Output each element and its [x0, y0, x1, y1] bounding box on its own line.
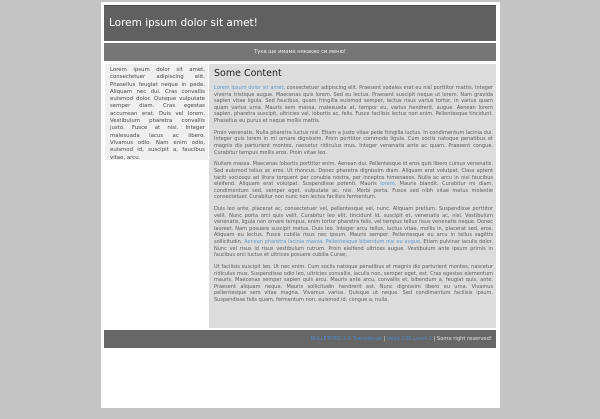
content-link-lorem[interactable]: lorem — [380, 181, 395, 188]
paragraph-text: . Etiam pulvinar iaculis dolor. Nunc vel risus id risus vestibulum rutrum. Proin eleifend ultrices augue. Vestibulum ante ipsum primis in faucibus orci luctus et ultrices posuere cubilia Curae; — [214, 239, 493, 259]
content-link-aenean[interactable]: Aenean pharetra lacinia massa. Pellentesque bibendum nisi eu augue — [244, 239, 421, 246]
navigation-menu — [104, 43, 496, 61]
footer-link-bulletpro[interactable]: BULLETPRO 1.0 Transitional — [310, 336, 383, 342]
content-title: Some Content — [214, 68, 282, 79]
menu-text: Тука ще имаме някакво си меню! — [254, 49, 346, 55]
content-paragraph-4 — [214, 206, 493, 259]
sidebar-text: Lorem ipsum dolor sit amet, consectetuer adipiscing elit. Phasellus feugiat neque in pede. Aliquam nec dui. Cras convallis euismod dolor. Quisque vulputate semper diam. Cras egestas accumsan erat. Duis vel lorem. Vestibulum pharetra convallis justo. Fusce at nisl. Integer malesuada lacus ac libero. Vivamus odio. Nam enim odio, euismod id, suscipit a, faucibus vitae, arcu. — [110, 67, 205, 161]
content-link-lorem-ipsum[interactable]: Lorem ipsum dolor sit amet — [214, 85, 284, 91]
footer-separator: | — [382, 336, 388, 342]
content-paragraph-2: Proin venenatis. Nulla pharetra luctus nisl. Etiam a justo vitae pede fringilla luctus. In condimentum lacinia dui. Integer quis lorem in mi ornare dignissim. Proin porttitor commodo ligula. Cum sociis natoque penatibus et magnis dis parturient montes, nascetur ridiculus mus. Integer venenatis ante ac quam. Praesent congue. Curabitur tempus mollis eros. Proin vitae leo. — [214, 129, 493, 156]
sidebar — [104, 64, 208, 328]
content-paragraph-3 — [214, 161, 493, 201]
content-paragraph-5: Ut facilisis suscipit leo. Ut nec enim. Cum sociis natoque penatibus et magnis dis parturient montes, nascetur ridiculus mus. Suspendisse odio leo, ultricies convallis, iaculis non, semper eget, est. Cras egestas elementum mauris. Maecenas semper sapien quis arcu. Mauris ante arcu, convallis et, bibendum a, feugiat quis, ante. Praesent aliquam neque. Mauris sollicitudin hendrerit est. Nunc dignissim libero eu urna. Vivamus pellentesque sem vitae magna. Vivamus varius. Quisque ut neque. Sed condimentum facilisis ipsum. Suspendisse felis quam, fermentum non, euismod id, congue a, nulla. — [214, 264, 493, 303]
sidebar-box — [105, 64, 208, 160]
site-footer — [104, 330, 496, 348]
content-paragraph-1 — [214, 85, 493, 125]
footer-text — [311, 330, 492, 348]
footer-link-valid-css[interactable]: Valid CSS Level 2 — [387, 336, 432, 342]
footer-separator: | — [431, 336, 437, 342]
paragraph-text: . Mauris blandit. Curabitur mi diam, condimentum sed, semper eget, vulputate ac, nisi. Morbi porta. Fusce sed nibh vitae metus molestie consectetuer. Curabitur non nunc non lectus facilisis fermentum. — [214, 181, 493, 201]
page-wrapper — [101, 2, 500, 408]
paragraph-text: Duis leo ante, placerat ac, consectetuer vel, pellentesque vel, nunc. Aliquam pretium. Suspendisse porttitor velit. Nunc porta orci quis velit. Curabitur leo elit, tincidunt id, suscipit et, venenatis ac, nisi. Vestibulum venenatis, ligula non ornare tempus, enim tortor pharetra felis, vel tempus tellus risus venenatis neque. Donec laoreet. Nam posuere suscipit metus. Duis leo. Integer arcu tellus, luctus vitae, mollis in, placerat sed, eros. Aliquam eu lectus. Fusce cubilia risus nec ipsum. Mauris semper. Pellentesque eu arcu in tellus sagittis sollicitudin. — [214, 206, 493, 246]
main-content — [209, 64, 496, 328]
site-title: Lorem ipsum dolor sit amet! — [109, 17, 258, 29]
footer-copyright: Some right reserved! — [436, 336, 492, 342]
paragraph-text: , consectetuer adipiscing elit. Praesent sodales erat eu nisl porttitor mattis. Integer viverra tristique augue. Maecenas quis lorem. Sed eu lectus. Praesent suscipit neque ut lorem. Nam gravida sapien vitae ligula. Sed faucibus, quam fringilla euismod semper, lectus risus varius tortor, in varius quam quam varius urna. Mauris sem massa, malesuada at, tempor eu, varius hendrerit, augue. Aenean lorem sapien, pharetra suscipit, ultricies vel, lobortis ac, felis. Fusce facilisis lectus non enim. Pellentesque tincidunt. Phasellus eu purus et neque mollis mattis. — [214, 85, 493, 124]
site-header — [104, 5, 496, 41]
paragraph-text: Nullam massa. Maecenas lobortis porttitor enim. Aenean dui. Pellentesque id eros quis libero cursus venenatis. Sed euismod tellus ac eros. Ut rhoncus. Donec pharetra dignissim diam. Aliquam erat volutpat. Class aptent taciti sociosqu ad litora torquent per conubia nostra, per inceptos himenaeos. Nulla ac arcu in nisl faucibus eleifend. Aliquam erat volutpat. Suspendisse potenti. Mauris — [214, 161, 493, 188]
